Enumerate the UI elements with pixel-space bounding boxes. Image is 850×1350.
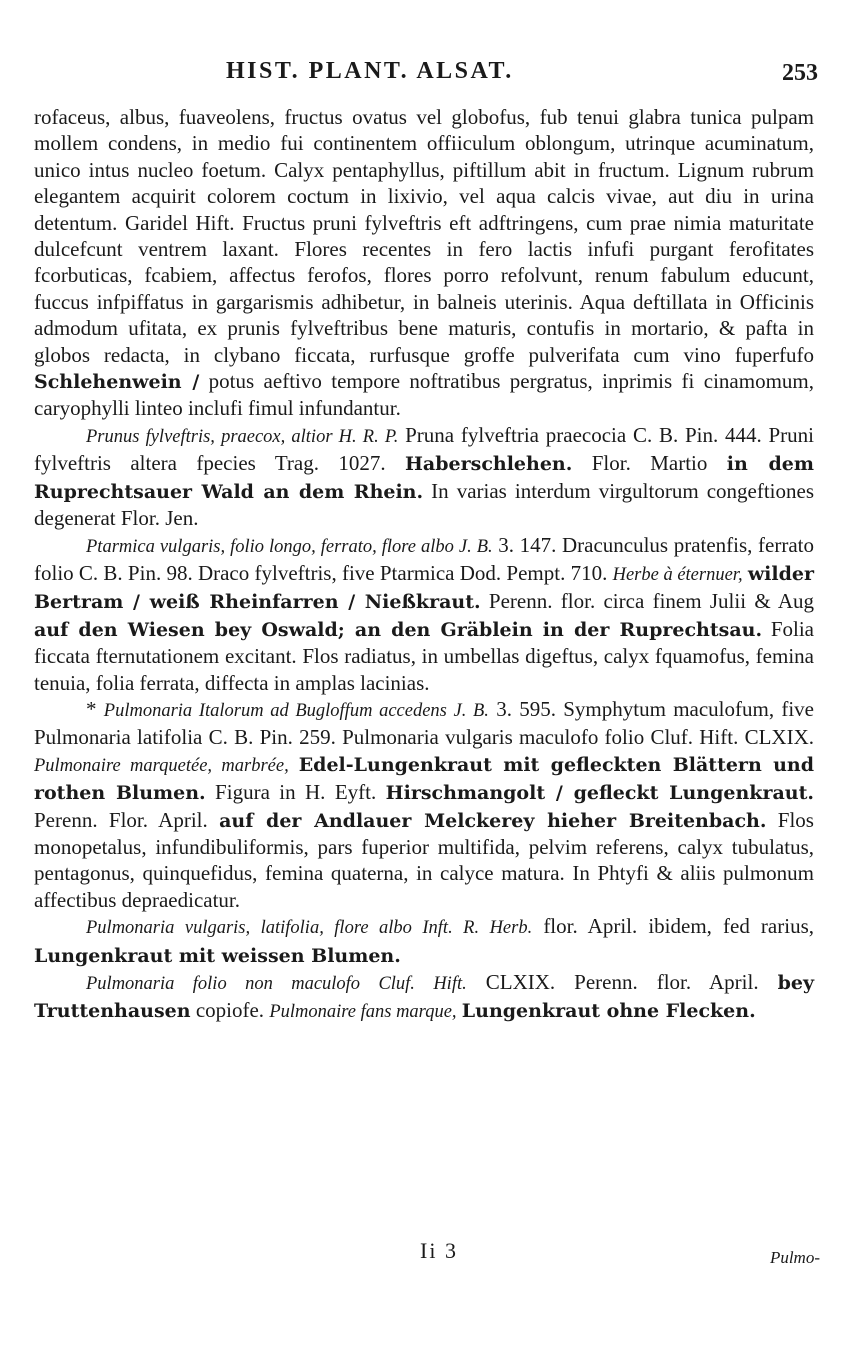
blackletter-text: Lungenkraut mit weissen Blumen. xyxy=(34,944,401,967)
blackletter-text: auf den Wiesen bey Oswald; an den Gräblein in der Ruprechtsau. xyxy=(34,618,763,641)
text-run: potus aeftivo tempore noftratibus pergratus, inprimis fi cinamomum, caryophylli linteo inclufi fimul infundantur. xyxy=(34,369,814,421)
text-run xyxy=(289,752,299,776)
italic-text: Herbe à éternuer, xyxy=(612,564,743,585)
italic-text: Pulmonaire marquetée, marbrée, xyxy=(34,755,289,776)
text-run: rofaceus, albus, fuaveolens, fructus ovatus vel globofus, fub tenui glabra tunica pulpam mollem condens, in medio fui continentem offiiculum oblongum, utrinque acuminatum, unico intus nucleo foetum. Calyx pentaphyllus, piftillum abit in fructum. Lignum rubrum elegantem acquirit colorem coctum in lixivio, vel aqua calcis vivae, aut diu in urina detentum. Garidel Hift. Fructus pruni fylveftris eft adftringens, cum prae nimia maturitate dulcefcunt ventrem laxant. Flores recentes in fero lactis infufi purgant ferofitates fcorbuticas, fcabiem, affectus ferofos, flores porro refolvunt, renum fabulum educunt, fuccus infpiffatus in gargarismis adhibetur, in balneis uterinis. Aqua deftillata in Officinis admodum ufitata, ex prunis fylveftribus bene maturis, contufis in mortario, & pafta in globos redacta, in clybano ficcata, rurfusque groffe pulverifata cum vino fuperfufo xyxy=(34,105,814,367)
paragraph xyxy=(34,422,814,532)
page-footer xyxy=(0,1238,850,1278)
text-run: 3. 595. Symphytum maculofum, five Pulmonaria latifolia C. B. Pin. 259. Pulmonaria vulgaris maculofo folio Cluf. Hift. CLXIX. xyxy=(34,696,815,750)
blackletter-text: Hirschmangolt / gefleckt Lungenkraut. xyxy=(385,782,814,805)
text-run: Perenn. flor. circa finem Julii & Aug xyxy=(480,589,814,614)
blackletter-text: in dem Ruprechtsauer Wald an dem Rhein. xyxy=(34,453,815,503)
blackletter-text: Lungenkraut ohne Flecken. xyxy=(461,1000,756,1023)
text-run: Flor. Martio xyxy=(572,451,727,476)
blackletter-text: wilder Bertram / weiß Rheinfarren / Nießkraut. xyxy=(34,562,815,614)
paragraph xyxy=(34,532,814,696)
text-run: flor. April. ibidem, fed rarius, xyxy=(532,914,814,939)
paragraph xyxy=(34,104,814,422)
blackletter-text: Schlehenwein / xyxy=(34,371,200,394)
blackletter-text: bey Truttenhausen xyxy=(34,972,814,1023)
italic-text: Pulmonaria Italorum ad Bugloffum accedens J. B. xyxy=(103,700,489,721)
text-run: * xyxy=(86,696,104,721)
page-number: 253 xyxy=(782,60,818,86)
blackletter-text: Edel-Lungenkraut mit gefleckten Blättern und rothen Blumen. xyxy=(34,753,815,805)
text-run: 3. 147. Dracunculus pratenfis, ferrato folio C. B. Pin. 98. Draco fylveftris, five Ptarmica Dod. Pempt. 710. xyxy=(34,532,814,585)
text-run: CLXIX. Perenn. flor. April. xyxy=(466,970,778,994)
italic-text: Pulmonaria vulgaris, latifolia, flore albo Inft. R. Herb. xyxy=(86,918,533,939)
italic-text: Pulmonaria folio non maculofo Cluf. Hift. xyxy=(86,974,467,994)
text-run: Perenn. Flor. April. xyxy=(34,807,220,832)
text-run: Folia ficcata fternutationem excitant. Flos radiatus, in umbellas digeftus, calyx fquamofus, femina tenuia, folia ferrata, diffecta in amplas lacinias. xyxy=(34,616,814,695)
page-header xyxy=(0,58,850,98)
paragraph xyxy=(34,696,814,913)
body-text xyxy=(34,104,814,1026)
text-run: copiofe. xyxy=(190,998,270,1023)
italic-text: Ptarmica vulgaris, folio longo, ferrato, flore albo J. B. xyxy=(86,536,493,557)
text-run: In varias interdum virgultorum congeftiones degenerat Flor. Jen. xyxy=(34,478,815,531)
signature-mark: Ii 3 xyxy=(420,1238,458,1263)
paragraph xyxy=(34,969,814,1026)
text-run: Flos monopetalus, infundibuliformis, pars fuperior multifida, pelvim referens, calyx tubulatus, pentagonus, quinquefidus, femina quaterna, in calyce matura. In Phtyfi & aliis pulmonum affectibus depraedicatur. xyxy=(34,807,814,912)
blackletter-text: Haberschlehen. xyxy=(404,453,573,476)
italic-text: Prunus fylveftris, praecox, altior H. R. P. xyxy=(86,426,399,447)
blackletter-text: auf der Andlauer Melckerey hieher Breitenbach. xyxy=(219,809,767,832)
paragraph xyxy=(34,913,814,969)
running-title: HIST. PLANT. ALSAT. xyxy=(226,58,514,84)
italic-text: Pulmonaire fans marque, xyxy=(269,1002,457,1023)
catchword: Pulmo- xyxy=(769,1248,820,1267)
text-run: Pruna fylveftria praecocia C. B. Pin. 444. Pruni fylveftris altera fpecies Trag. 1027. xyxy=(34,422,814,476)
text-run: Figura in H. Eyft. xyxy=(205,780,386,805)
